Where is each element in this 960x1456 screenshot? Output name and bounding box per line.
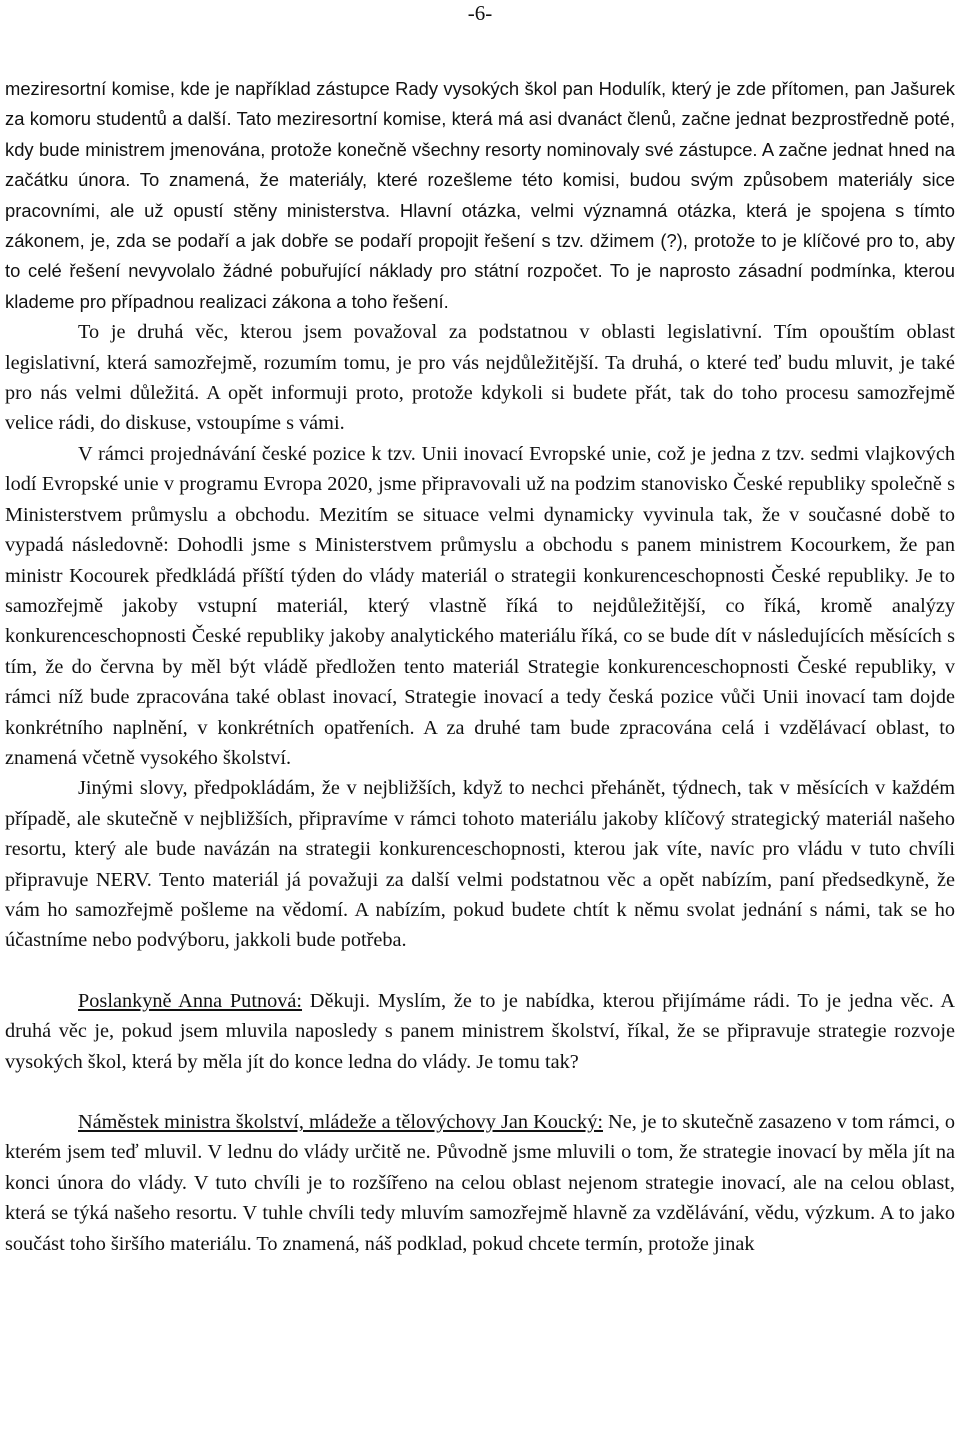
paragraph-1: meziresortní komise, kde je například zástupce Rady vysokých škol pan Hodulík, který je zde přítomen, pan Jašurek za komoru studentů a další. Tato meziresortní komise, která má asi dvanáct členů, začne jednat bezprostředně poté, kdy bude ministrem jmenována, protože konečně všechny resorty nominovaly své zástupce. A začne jednat hned na začátku února. To znamená, že materiály, které rozešleme této komisi, budou svým způsobem materiály sice pracovními, ale už opustí stěny ministerstva. Hlavní otázka, velmi významná otázka, která je spojena s tímto zákonem, je, zda se podaří a jak dobře se podaří propojit řešení s tzv. džimem (?), protože to je klíčové pro to, aby to celé řešení nevyvolalo žádné pobuřující náklady pro státní rozpočet. To je naprosto zásadní podmínka, kterou klademe pro případnou realizaci zákona a toho řešení. [5,78,955,312]
page-number: -6- [467,1,493,25]
paragraph-3: V rámci projednávání české pozice k tzv. Unii inovací Evropské unie, což je jedna z tzv. sedmi vlajkových lodí Evropské unie v programu Evropa 2020, jsme připravovali už na podzim stanovisko České republiky společně s Ministerstvem průmyslu a obchodu. Mezitím se situace velmi dynamicky vyvinula tak, že v současné době to vypadá následovně: Dohodli jsme s Ministerstvem průmyslu a obchodu s panem ministrem Kocourkem, že pan ministr Kocourek předkládá příští týden do vlády materiál o strategii konkurenceschopnosti České republiky. Je to samozřejmě jakoby vstupní materiál, který vlastně říká to nejdůležitější, co říká, kromě analýzy konkurenceschopnosti České republiky jakoby analytického materiálu říká, co se bude dít v následujících měsících s tím, že do června by měl být vládě předložen tento materiál Strategie konkurenceschopnosti České republiky, v rámci níž bude zpracována také oblast inovací, Strategie inovací a tedy česká pozice vůči Unii inovací tam dojde konkrétního naplnění, v konkrétních opatřeních. A za druhé tam bude zpracována celá i vzdělávací oblast, to znamená včetně vysokého školství. [5,442,955,769]
paragraph-4: Jinými slovy, předpokládám, že v nejbližších, když to nechci přehánět, týdnech, tak v měsících v každém případě, ale skutečně v nejbližších, připravíme v rámci tohoto materiálu jakoby klíčový strategický materiál našeho resortu, který ale bude navázán na strategii konkurenceschopnosti, kterou jak víte, navíc pro vládu v tuto chvíli připravuje NERV. Tento materiál já považuji za další velmi podstatnou věc a opět nabízím, paní předsedkyně, že vám ho samozřejmě pošleme na vědomí. A nabízím, pokud budete chtít k němu svolat jednání s námi, tak se ho účastníme nebo podvýboru, jakkoli bude potřeba. [5,777,955,952]
paragraph-2: To je druhá věc, kterou jsem považoval za podstatnou v oblasti legislativní. Tím opouštím oblast legislativní, která samozřejmě, rozumím tomu, je pro vás nejdůležitější. Ta druhá, o které teď budu mluvit, je také pro nás velmi důležitá. A opět informuji proto, protože kdykoli si budete přát, tak do toho procesu samozřejmě velice rádi, do diskuse, vstoupíme s vámi. [5,321,955,435]
document-body [5,74,955,1259]
paragraph-5 [5,986,955,1077]
speaker-name: Náměstek ministra školství, mládeže a tělovýchovy Jan Koucký: [78,1111,603,1133]
paragraph-6 [5,1107,955,1259]
speaker-name: Poslankyně Anna Putnová: [78,989,303,1012]
spacer [5,1077,955,1107]
spacer [5,956,955,986]
speech-text: Ne, je to skutečně zasazeno v tom rámci, o kterém jsem teď mluvil. V lednu do vlády určitě ne. Původně jsme mluvili o tom, že strategie inovací by měla jít na konci února do vlády. V tuto chvíli je to rozšířeno na celou oblast nejenom strategie inovací, ale na celou oblast, která se týká našeho resortu. V tuhle chvíli tedy mluvím samozřejmě hlavně za vzdělávání, vědu, výzkum. A to jako součást toho širšího materiálu. To znamená, náš podklad, pokud chcete termín, protože jinak [5,1111,955,1255]
speech-text: Děkuji. Myslím, že to je nabídka, kterou přijímáme rádi. To je jedna věc. A druhá věc je, pokud jsem mluvila naposledy s panem ministrem školství, říkal, že se připravuje strategie rozvoje vysokých škol, která by měla jít do konce ledna do vlády. Je tomu tak? [5,989,955,1073]
